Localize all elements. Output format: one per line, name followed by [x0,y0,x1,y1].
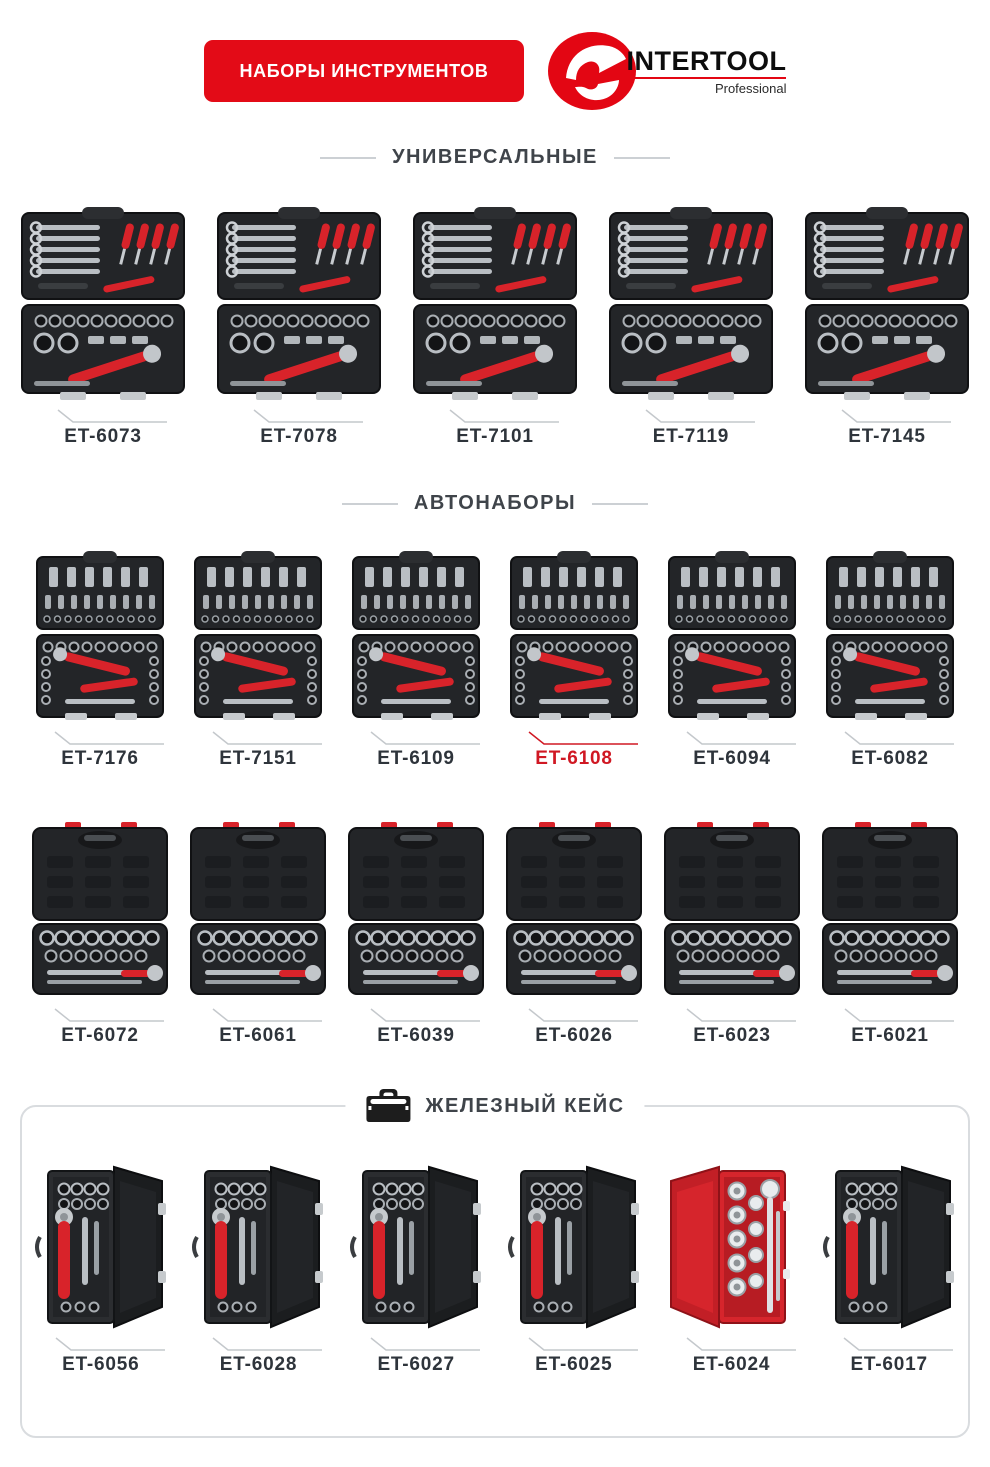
product-image-ET-7151 [183,549,333,723]
product-row [0,203,990,448]
product-code-label: ET-6094 [693,748,771,769]
brand-name: INTERTOOL [626,48,786,79]
product-image-ET-6017 [814,1151,964,1329]
product-code-label: ET-6082 [851,748,929,769]
leader-line [212,1008,324,1023]
product-image-ET-6026 [495,820,653,1000]
product-image-ET-6072 [21,820,179,1000]
product-image-ET-7119 [596,203,786,401]
leader-line [370,1008,482,1023]
product-code-label: ET-6024 [692,1354,771,1375]
leader-line [528,1337,640,1352]
product-row [0,549,990,770]
product-code-label: ET-6061 [219,1025,297,1046]
leader-line [54,1008,166,1023]
product-image-ET-7101 [400,203,590,401]
leader-line [212,1337,324,1352]
product-image-ET-7078 [204,203,394,401]
product-code-label: ET-6108 [535,748,613,769]
product-row [22,1151,968,1376]
product-image-ET-6061 [179,820,337,1000]
product-image-ET-6082 [815,549,965,723]
product-image-ET-7176 [25,549,175,723]
leader-line [370,1337,482,1352]
product-code-label: ET-6017 [850,1354,928,1375]
leader-line [57,409,169,424]
product-code-label: ET-6023 [693,1025,771,1046]
leader-line [253,409,365,424]
section-heading: ЖЕЛЕЗНЫЙ КЕЙС [425,1094,625,1117]
divider-line [342,503,398,505]
product-image-ET-7145 [792,203,982,401]
product-image-ET-6094 [657,549,807,723]
leader-line [212,731,324,746]
product-image-ET-6027 [341,1151,491,1329]
product-image-ET-6021 [811,820,969,1000]
intertool-swoosh-icon [546,31,638,111]
product-code-label: ET-6109 [377,748,455,769]
leader-line [686,1337,798,1352]
product-image-ET-6023 [653,820,811,1000]
leader-line [841,409,953,424]
product-image-ET-6028 [183,1151,333,1329]
leader-line [449,409,561,424]
product-image-ET-6056 [26,1151,176,1329]
leader-line [54,731,166,746]
logo-text [626,45,787,96]
product-code-label: ET-6026 [535,1025,613,1046]
iron-case-title [345,1088,644,1124]
section-heading: АВТОНАБОРЫ [413,492,577,514]
product-card-ET-6026[interactable] [495,820,653,1047]
product-code-label: ET-6025 [535,1354,613,1375]
product-card-ET-6039[interactable] [337,820,495,1047]
intertool-logo[interactable] [546,31,786,111]
product-card-ET-6023[interactable] [653,820,811,1047]
leader-line [528,731,640,746]
product-card-ET-7101[interactable] [397,203,593,448]
leader-line [686,731,798,746]
product-card-ET-7119[interactable] [593,203,789,448]
product-grid-iron [22,1151,968,1376]
product-card-ET-7145[interactable] [789,203,985,448]
leader-line [686,1008,798,1023]
product-card-ET-6028[interactable] [180,1151,338,1376]
product-row [0,820,990,1047]
product-image-ET-6108 [499,549,649,723]
product-code-label: ET-7078 [260,426,338,447]
product-code-label: ET-6027 [377,1354,455,1375]
product-code-label: ET-6056 [62,1354,140,1375]
product-code-label: ET-6073 [64,426,142,447]
product-image-ET-6039 [337,820,495,1000]
product-card-ET-6072[interactable] [21,820,179,1047]
leader-line [370,731,482,746]
product-code-label: ET-7145 [848,426,926,447]
product-card-ET-6056[interactable] [22,1151,180,1376]
product-code-label: ET-6072 [61,1025,139,1046]
product-card-ET-6025[interactable] [495,1151,653,1376]
product-image-ET-6025 [499,1151,649,1329]
product-card-ET-6082[interactable] [811,549,969,770]
section-iron-case [20,1094,970,1438]
product-card-ET-7151[interactable] [179,549,337,770]
section-title-auto [0,492,990,515]
divider-line [592,503,648,505]
leader-line [55,1337,167,1352]
product-code-label: ET-7119 [652,426,730,447]
product-code-label: ET-7101 [456,426,534,447]
divider-line [320,157,376,159]
section-title-universal [0,146,990,169]
product-image-ET-6024 [657,1151,807,1329]
brand-tagline: Professional [714,80,787,96]
divider-line [614,157,670,159]
product-grid-universal [0,203,990,448]
product-card-ET-7078[interactable] [201,203,397,448]
product-grid-auto [0,515,990,1047]
metal-case-icon [365,1088,411,1124]
product-card-ET-7176[interactable] [21,549,179,770]
product-card-ET-6109[interactable] [337,549,495,770]
product-card-ET-6017[interactable] [810,1151,968,1376]
header [0,0,990,112]
product-card-ET-6024[interactable] [653,1151,811,1376]
product-card-ET-6094[interactable] [653,549,811,770]
product-code-label: ET-6021 [851,1025,929,1046]
section-auto [0,492,990,1047]
product-card-ET-6108[interactable] [495,549,653,770]
section-universal [0,146,990,448]
product-card-ET-6061[interactable] [179,820,337,1047]
leader-line [843,1337,955,1352]
leader-line [844,1008,956,1023]
product-card-ET-6027[interactable] [337,1151,495,1376]
product-card-ET-6021[interactable] [811,820,969,1047]
leader-line [528,1008,640,1023]
product-image-ET-6109 [341,549,491,723]
leader-line [844,731,956,746]
product-code-label: ET-7151 [219,748,297,769]
product-code-label: ET-6028 [219,1354,298,1375]
tool-sets-banner-button[interactable]: НАБОРЫ ИНСТРУМЕНТОВ [204,40,525,102]
product-code-label: ET-7176 [61,748,139,769]
product-image-ET-6073 [8,203,198,401]
leader-line [645,409,757,424]
product-code-label: ET-6039 [377,1025,455,1046]
product-card-ET-6073[interactable] [5,203,201,448]
section-heading: УНИВЕРСАЛЬНЫЕ [392,146,598,168]
